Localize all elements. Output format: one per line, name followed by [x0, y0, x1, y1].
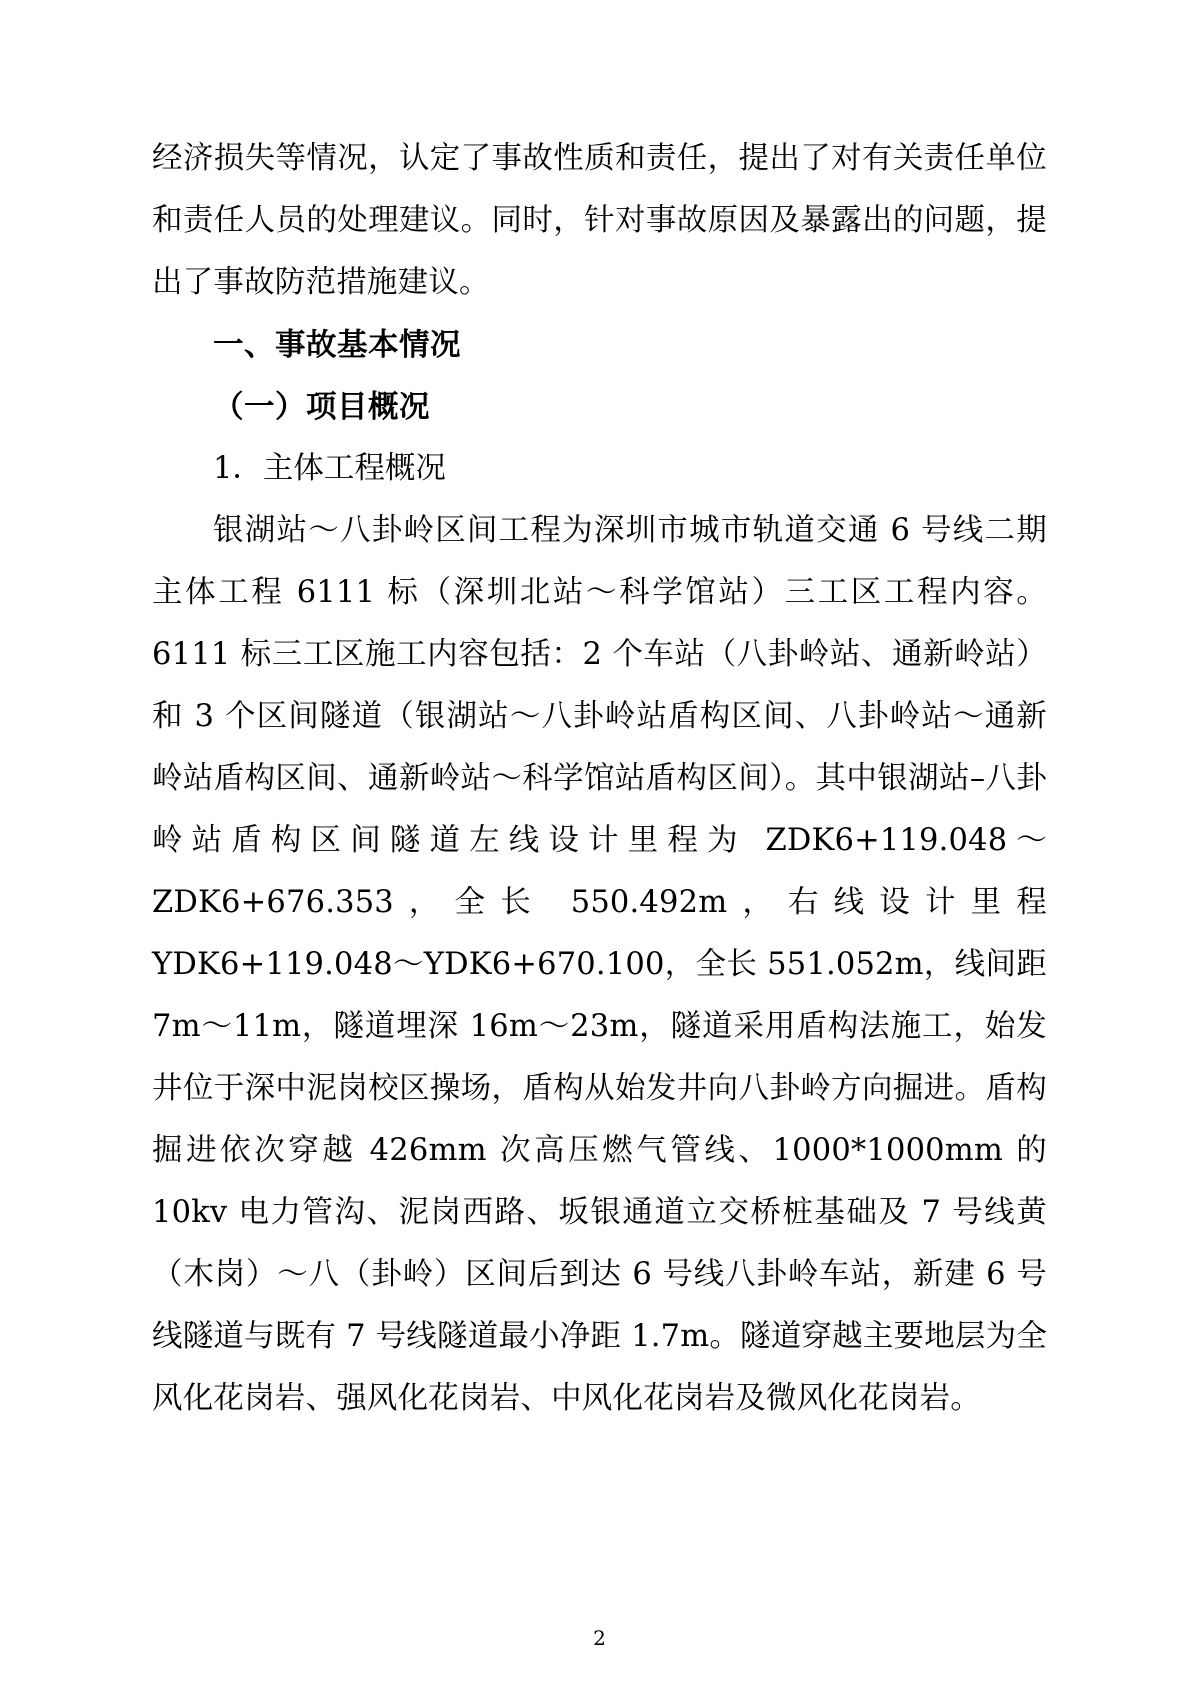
body-paragraph: 银湖站～八卦岭区间工程为深圳市城市轨道交通 6 号线二期主体工程 6111 标（深圳北站～科学馆站）三工区工程内容。6111 标三工区施工内容包括：2 个车站（八卦岭站、通新岭站）和 3 个区间隧道（银湖站～八卦岭站盾构区间、八卦岭站～通新岭站盾构区间、通新岭站～科学馆站盾构区间）。其中银湖站–八卦岭站盾构区间隧道左线设计里程为 ZDK6+119.048～ZDK6+676.353，全长 550.492m，右线设计里程 YDK6+119.048～YDK6+670.100，全长 551.052m，线间距 7m～11m，隧道埋深 16m～23m，隧道采用盾构法施工，始发井位于深中泥岗校区操场，盾构从始发井向八卦岭方向掘进。盾构掘进依次穿越 426mm 次高压燃气管线、1000*1000mm 的 10kv 电力管沟、泥岗西路、坂银通道立交桥桩基础及 7 号线黄（木岗）～八（卦岭）区间后到达 6 号线八卦岭车站，新建 6 号线隧道与既有 7 号线隧道最小净距 1.7m。隧道穿越主要地层为全风化花岗岩、强风化花岗岩、中风化花岗岩及微风化花岗岩。: [152, 513, 1048, 1416]
numbered-heading: 1．主体工程概况: [213, 451, 446, 486]
section-heading: 一、事故基本情况: [213, 327, 461, 363]
page-number: 2: [593, 1626, 606, 1650]
subsection-heading: （一）项目概况: [213, 389, 430, 425]
paragraph-continued: 经济损失等情况，认定了事故性质和责任，提出了对有关责任单位和责任人员的处理建议。同时，针对事故原因及暴露出的问题，提出了事故防范措施建议。: [152, 141, 1047, 300]
